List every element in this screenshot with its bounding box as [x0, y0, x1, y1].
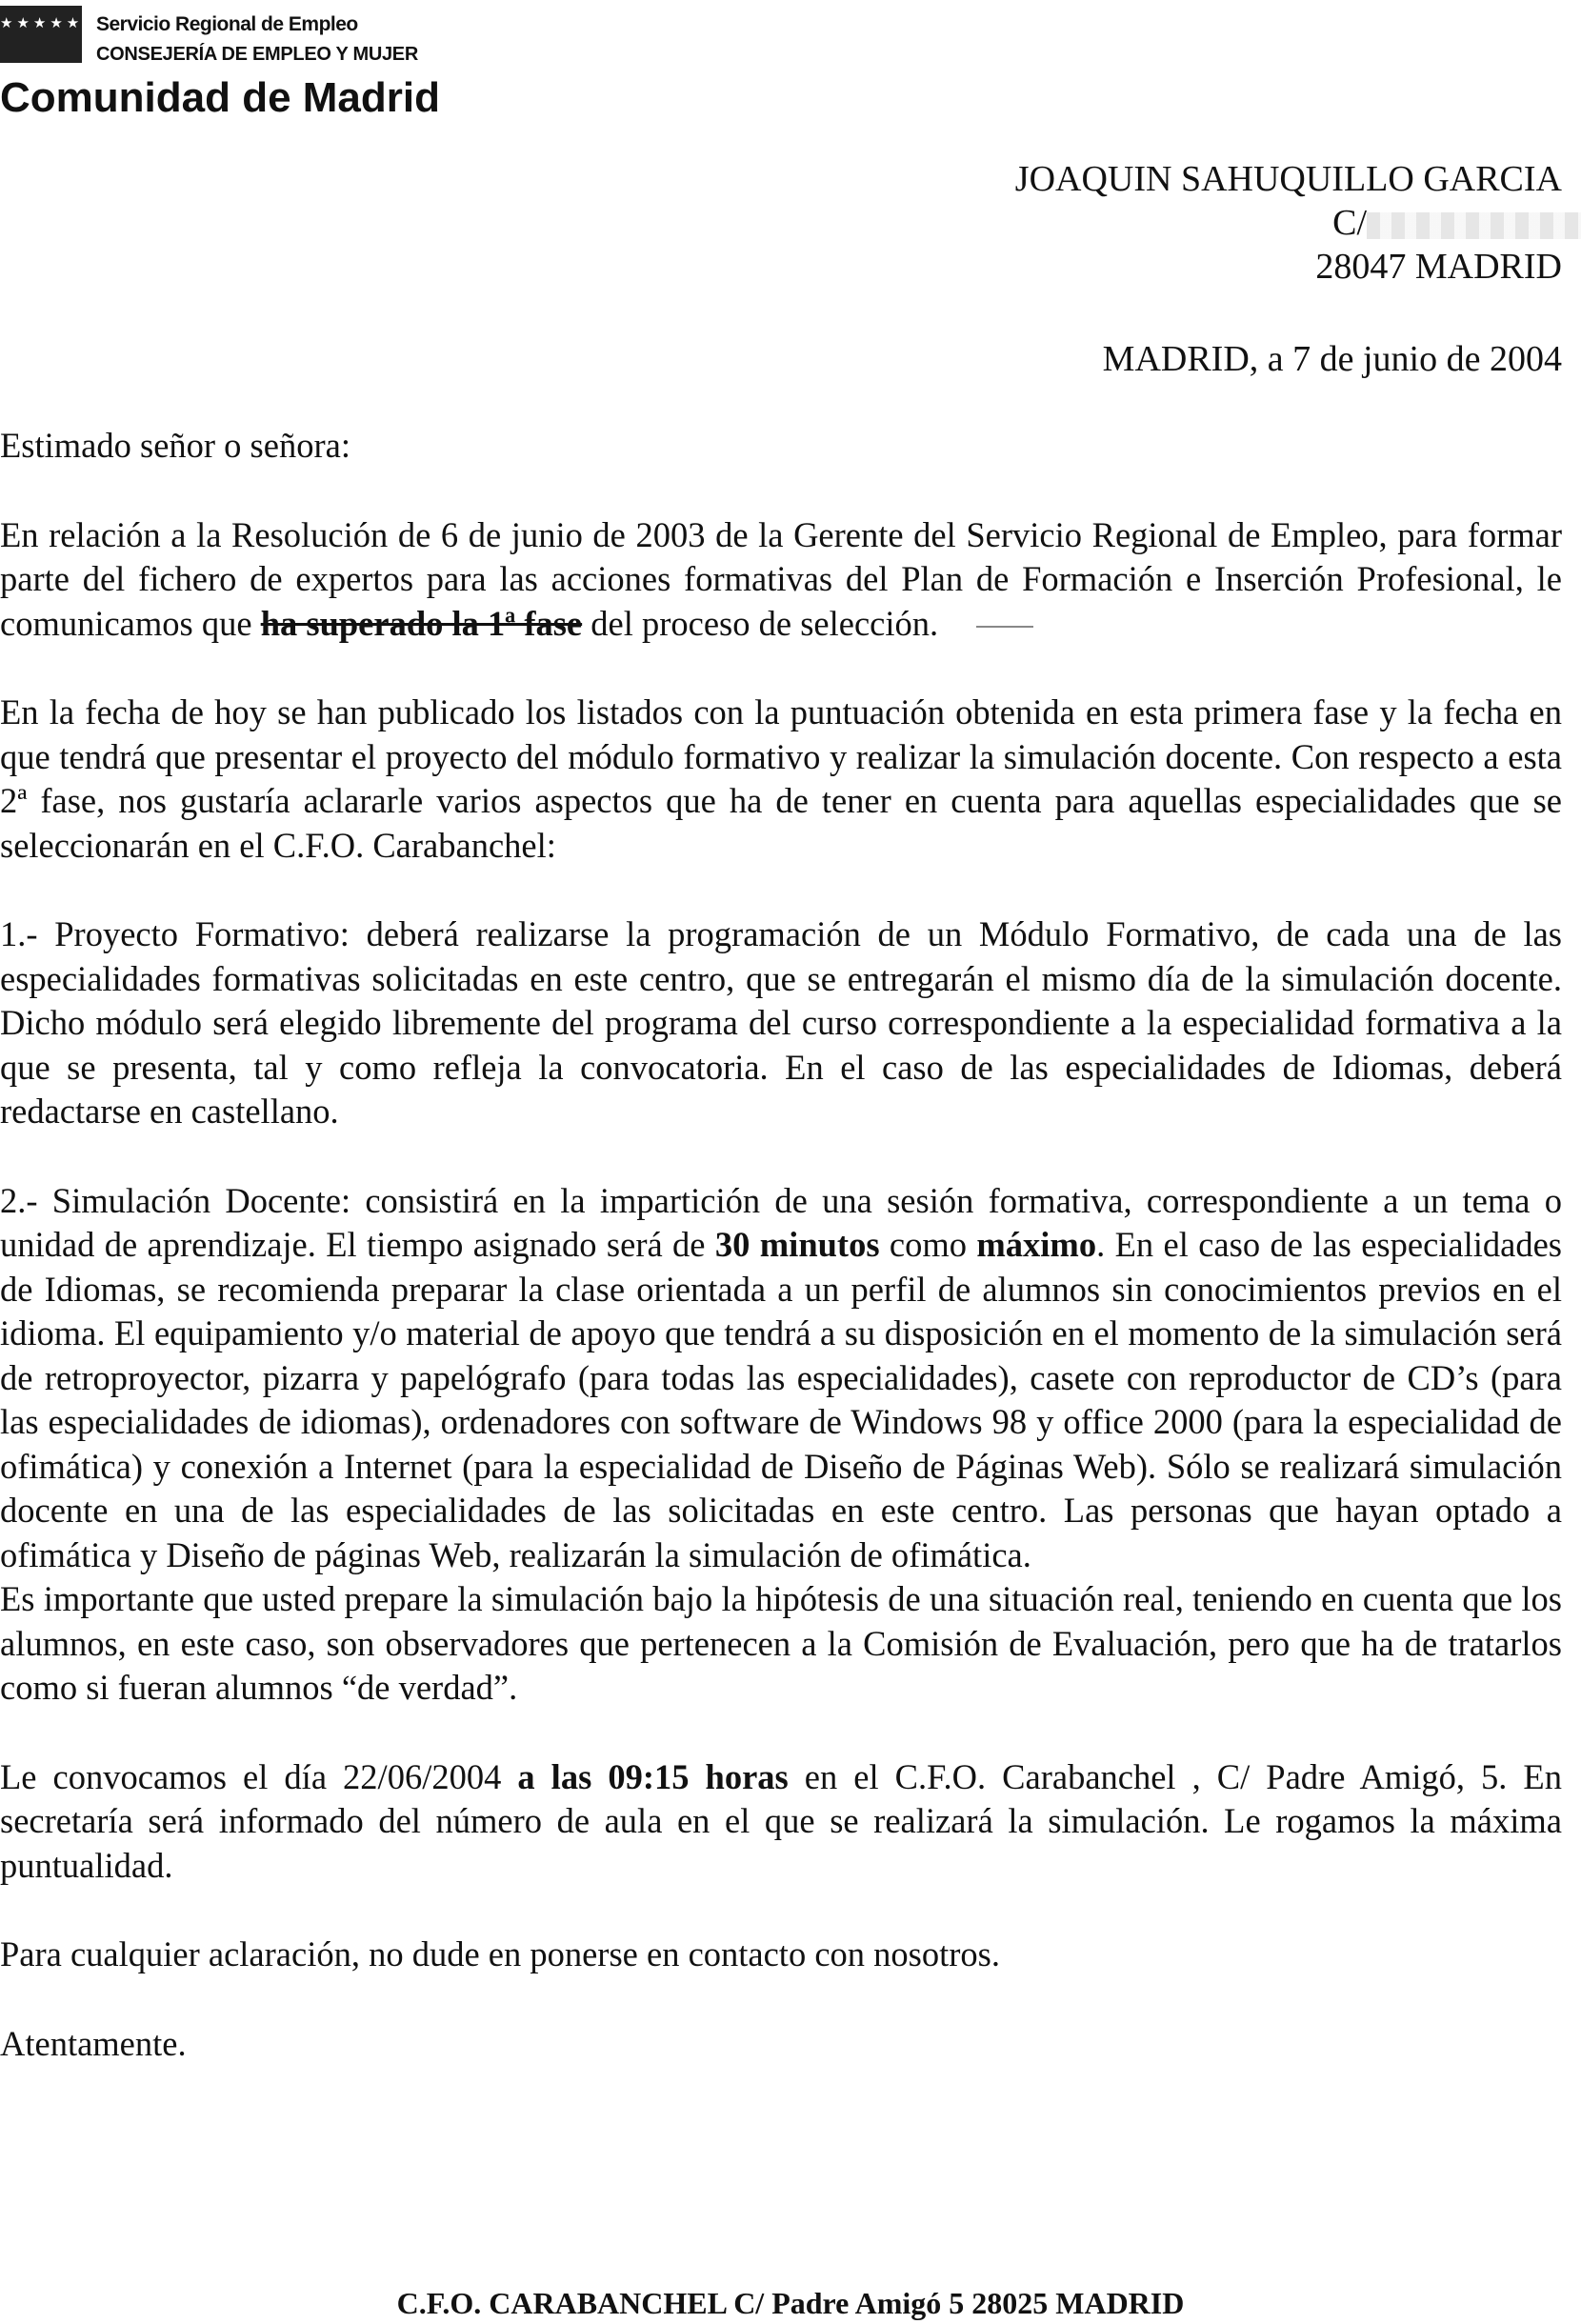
closing: Atentamente. — [0, 2023, 187, 2063]
footer-address: C.F.O. CARABANCHEL C/ Padre Amigó 5 28025 MADRID — [396, 2286, 1185, 2320]
paragraph-contact: Para cualquier aclaración, no dude en ponerse en contacto con nosotros. — [0, 1934, 1000, 1973]
org-main-name: Comunidad de Madrid — [0, 74, 440, 121]
paragraph-text: Le convocamos el día 22/06/2004 — [0, 1756, 518, 1796]
org-service-name: Servicio Regional de Empleo — [96, 13, 358, 35]
paragraph-simulation — [0, 1179, 1562, 1578]
salutation: Estimado señor o señora: — [0, 426, 350, 465]
recipient-name: JOAQUIN SAHUQUILLO GARCIA — [1014, 159, 1562, 199]
appointment-time: a las 09:15 horas — [517, 1756, 789, 1796]
paragraph-text: en el C.F.O. Carabanchel , C/ Padre Amigó, 5. En secretaría será informado del número de aula en el que se realizará la simulación. Le rogamos la máxima puntualidad. — [0, 1756, 1562, 1885]
recipient-address — [1015, 157, 1562, 289]
recipient-city: 28047 MADRID — [1315, 247, 1562, 287]
phase-passed-text: ha superado la 1ª fase — [260, 603, 583, 643]
letter-body — [0, 424, 1562, 2111]
paragraph-listings: En la fecha de hoy se han publicado los listados con la puntuación obtenida en esta primera fase y la fecha en que tendrá que presentar el proyecto del módulo formativo y realizar la simulación docente. Con respecto a esta 2ª fase, nos gustaría aclararle varios aspectos que ha de tener en cuenta para aquellas especialidades que se seleccionarán en el C.F.O. Carabanchel: — [0, 692, 1562, 865]
madrid-flag-logo: ★★★★★★★ — [0, 6, 82, 63]
redacted-area — [1367, 212, 1581, 239]
maximum-text: máximo — [976, 1225, 1097, 1264]
margin-mark — [976, 626, 1033, 628]
paragraph-appointment — [0, 1755, 1562, 1889]
recipient-street-text: C/ — [1332, 203, 1367, 243]
paragraph-important: Es importante que usted prepare la simulación bajo la hipótesis de una situación real, teniendo en cuenta que los alumnos, en este caso, son observadores que pertenecen a la Comisión de Evaluación, pero que ha de tratarlos como si fueran alumnos “de verdad”. — [0, 1579, 1562, 1707]
paragraph-text: del proceso de selección. — [582, 603, 939, 643]
letterhead — [0, 0, 667, 129]
org-department-name: CONSEJERÍA DE EMPLEO Y MUJER — [96, 44, 418, 65]
paragraph-text: como — [879, 1225, 977, 1264]
paragraph-text: . En el caso de las especialidades de Idiomas, se recomienda preparar la clase orientada a un perfil de alumnos sin conocimientos previos en el idioma. El equipamiento y/o material de apoyo que tendrá a su disposición en el momento de la simulación será de retroproyector, pizarra y papelógrafo (para todas las especialidades), casete con reproductor de CD’s (para las especialidades de idiomas), ordenadores con software de Windows 98 y office 2000 (para la especialidad de ofimática) y conexión a Internet (para la especialidad de Diseño de Páginas Web). Sólo se realizará simulación docente en una de las especialidades de las solicitadas en este centro. Las personas que hayan optado a ofimática y Diseño de páginas Web, realizarán la simulación de ofimática. — [0, 1225, 1563, 1574]
paragraph-text: 2.- Simulación Docente: consistirá en la impartición de una sesión formativa, correspondiente a un tema o unidad de aprendizaje. El tiempo asignado será de — [0, 1180, 1562, 1264]
letter-date: MADRID, a 7 de junio de 2004 — [1102, 339, 1562, 379]
paragraph-project: 1.- Proyecto Formativo: deberá realizarse la programación de un Módulo Formativo, de cada una de las especialidades formativas solicitadas en este centro, que se entregarán el mismo día de la simulación docente. Dicho módulo será elegido libremente del programa del curso correspondiente a la especialidad formativa a la que se presenta, tal y como refleja la convocatoria. En el caso de las especialidades de Idiomas, deberá redactarse en castellano. — [0, 914, 1562, 1131]
recipient-street — [1015, 201, 1562, 245]
paragraph-text: En relación a la Resolución de 6 de junio de 2003 de la Gerente del Servicio Regional de Empleo, para formar parte del fichero de expertos para las acciones formativas del Plan de Formación e Inserción Profesional, le comunicamos que — [0, 514, 1562, 643]
paragraph-resolution — [0, 513, 1562, 647]
duration-text: 30 minutos — [714, 1225, 880, 1264]
